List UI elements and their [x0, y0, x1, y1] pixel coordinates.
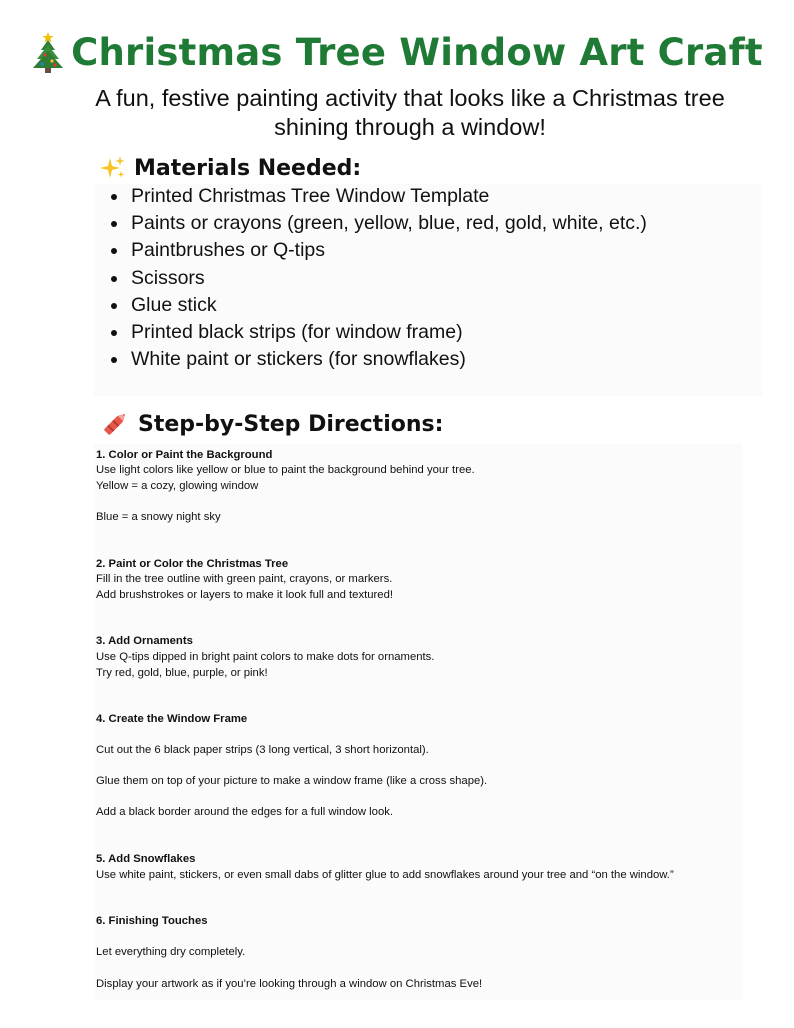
crayon-icon: [100, 409, 130, 439]
step-text: Add a black border around the edges for a full window look.: [96, 806, 394, 818]
page-title: [0, 30, 794, 74]
step-title: 5. Add Snowflakes: [96, 853, 196, 865]
directions-heading: [100, 409, 443, 439]
title-text: Christmas Tree Window Art Craft: [71, 30, 763, 74]
step-title: 2. Paint or Color the Christmas Tree: [96, 558, 289, 570]
list-item: • Printed Christmas Tree Window Template: [129, 183, 647, 210]
step-text: Glue them on top of your picture to make a window frame (like a cross shape).: [96, 775, 488, 787]
subtitle-line: A fun, festive painting activity that looks like a Christmas tree: [95, 85, 725, 111]
christmas-tree-icon: [31, 30, 65, 74]
step-text: Let everything dry completely.: [96, 946, 246, 958]
step-text: Fill in the tree outline with green paint, crayons, or markers.: [96, 573, 393, 585]
sparkles-icon: [100, 155, 126, 181]
step-title: 1. Color or Paint the Background: [96, 449, 273, 461]
subtitle-line: shining through a window!: [274, 114, 546, 140]
step-text: Display your artwork as if you’re looking through a window on Christmas Eve!: [96, 978, 483, 990]
list-item: • Paints or crayons (green, yellow, blue, red, gold, white, etc.): [129, 210, 647, 237]
list-item: • White paint or stickers (for snowflakes): [129, 346, 647, 373]
materials-heading-text: Materials Needed:: [134, 155, 362, 181]
step-text: Yellow = a cozy, glowing window: [96, 480, 259, 492]
list-item: • Glue stick: [129, 292, 647, 319]
directions-heading-text: Step-by-Step Directions:: [138, 411, 444, 437]
step-title: 3. Add Ornaments: [96, 635, 193, 647]
step-text: Add brushstrokes or layers to make it look full and textured!: [96, 589, 394, 601]
step-text: Use white paint, stickers, or even small dabs of glitter glue to add snowflakes around your tree and “on the window.”: [96, 869, 674, 881]
step-title: 4. Create the Window Frame: [96, 713, 248, 725]
materials-heading: [100, 155, 361, 181]
step-text: Blue = a snowy night sky: [96, 511, 221, 523]
step-title: 6. Finishing Touches: [96, 915, 208, 927]
list-item: • Paintbrushes or Q-tips: [129, 237, 647, 264]
step-text: Cut out the 6 black paper strips (3 long vertical, 3 short horizontal).: [96, 744, 429, 756]
step-text: Use Q-tips dipped in bright paint colors to make dots for ornaments.: [96, 651, 435, 663]
list-item: • Printed black strips (for window frame): [129, 319, 647, 346]
materials-list: [108, 183, 647, 373]
subtitle: [90, 84, 730, 142]
step-text: Try red, gold, blue, purple, or pink!: [96, 667, 268, 679]
step-text: Use light colors like yellow or blue to paint the background behind your tree.: [96, 464, 475, 476]
list-item: • Scissors: [129, 265, 647, 292]
